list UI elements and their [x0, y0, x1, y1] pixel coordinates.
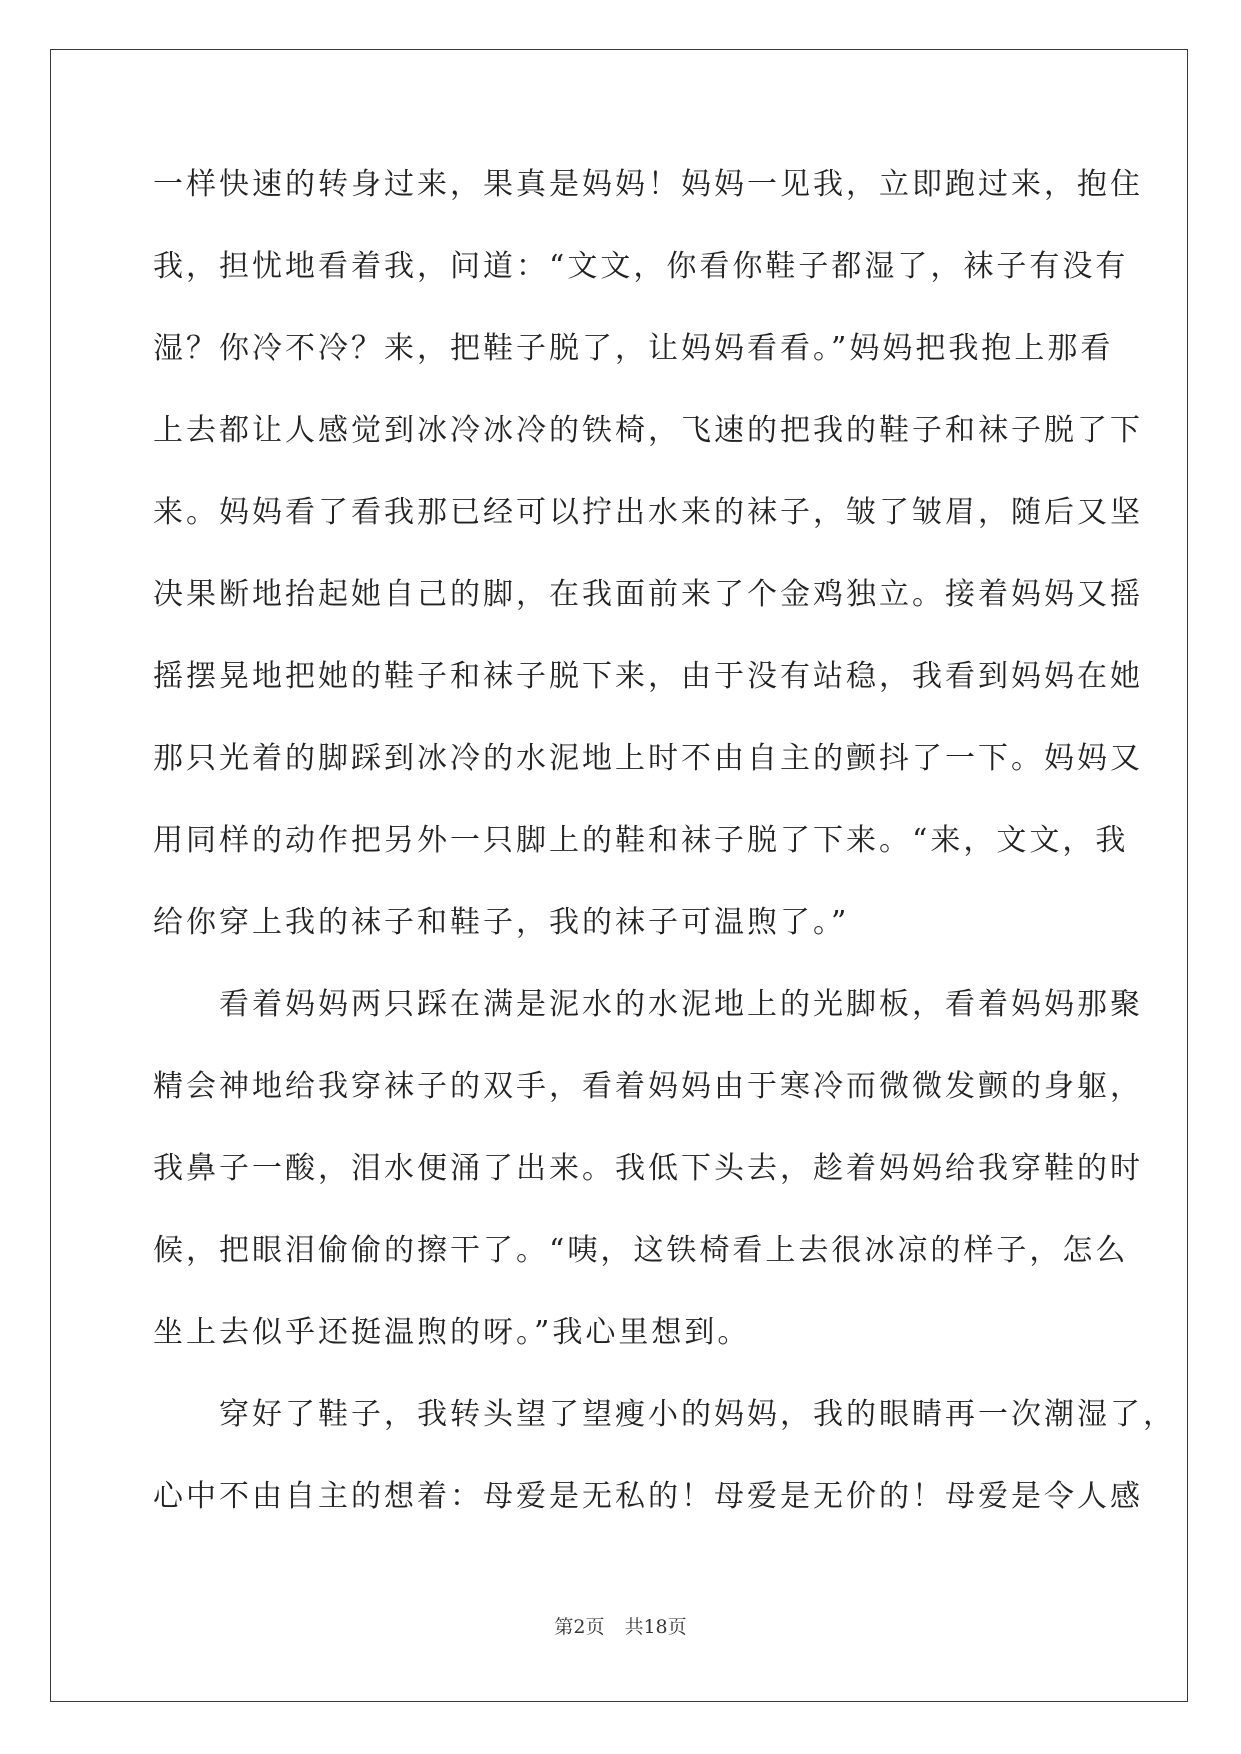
text-line: 看着妈妈两只踩在满是泥水的水泥地上的光脚板，看着妈妈那聚 — [153, 987, 1143, 1022]
text-line: 我，担忧地看着我，问道：“文文，你看你鞋子都湿了，袜子有没有 — [153, 249, 1129, 284]
document-body — [153, 160, 1176, 1554]
text-line: 上去都让人感觉到冰冷冰冷的铁椅，飞速的把我的鞋子和袜子脱了下 — [153, 413, 1143, 448]
text-line: 湿？你冷不冷？来，把鞋子脱了，让妈妈看看。”妈妈把我抱上那看 — [153, 331, 1114, 366]
text-line: 用同样的动作把另外一只脚上的鞋和袜子脱了下来。“来，文文，我 — [153, 823, 1129, 858]
text-line: 决果断地抬起她自己的脚，在我面前来了个金鸡独立。接着妈妈又摇 — [153, 577, 1143, 612]
page-footer — [0, 1614, 1241, 1640]
text-line: 那只光着的脚踩到冰冷的水泥地上时不由自主的颤抖了一下。妈妈又 — [153, 741, 1143, 776]
text-line: 给你穿上我的袜子和鞋子，我的袜子可温煦了。” — [153, 905, 850, 940]
text-line: 精会神地给我穿袜子的双手，看着妈妈由于寒冷而微微发颤的身躯， — [153, 1069, 1143, 1104]
text-line: 坐上去似乎还挺温煦的呀。”我心里想到。 — [153, 1315, 751, 1350]
text-line: 穿好了鞋子，我转头望了望瘦小的妈妈，我的眼睛再一次潮湿了， — [153, 1397, 1176, 1432]
text-line: 我鼻子一酸，泪水便涌了出来。我低下头去，趁着妈妈给我穿鞋的时 — [153, 1151, 1143, 1186]
text-line: 心中不由自主的想着：母爱是无私的！母爱是无价的！母爱是令人感 — [153, 1479, 1143, 1514]
page-total: 共18页 — [624, 1616, 687, 1638]
page-number: 第2页 — [554, 1616, 605, 1638]
text-line: 来。妈妈看了看我那已经可以拧出水来的袜子，皱了皱眉，随后又坚 — [153, 495, 1143, 530]
text-line: 摇摆晃地把她的鞋子和袜子脱下来，由于没有站稳，我看到妈妈在她 — [153, 659, 1143, 694]
text-line: 一样快速的转身过来，果真是妈妈！妈妈一见我，立即跑过来，抱住 — [153, 167, 1143, 202]
text-line: 候，把眼泪偷偷的擦干了。“咦，这铁椅看上去很冰凉的样子，怎么 — [153, 1233, 1129, 1268]
